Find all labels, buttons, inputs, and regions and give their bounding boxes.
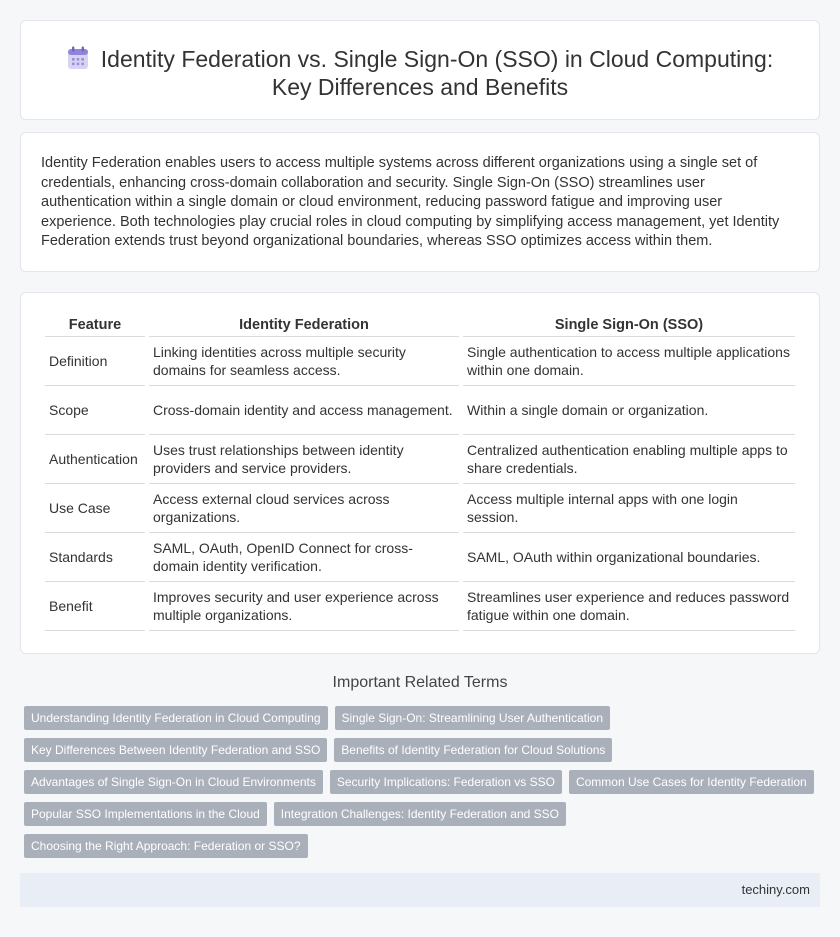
table-row (45, 435, 795, 484)
calendar-icon (67, 46, 89, 70)
comparison-card (20, 292, 820, 654)
intro-card (20, 132, 820, 272)
header-feature: Feature (45, 315, 145, 337)
table-row (45, 484, 795, 533)
related-term-link[interactable]: Advantages of Single Sign-On in Cloud Environments (24, 770, 323, 794)
title-line-1: Identity Federation vs. Single Sign-On (SSO) in Cloud Computing: (100, 46, 774, 72)
federation-cell: Linking identities across multiple security domains for seamless access. (149, 337, 459, 386)
title-line-2: Key Differences and Benefits (271, 74, 569, 100)
table-row (45, 337, 795, 386)
intro-text: Identity Federation enables users to access multiple systems across different organizations using a single set of credentials, enhancing cross-domain collaboration and security. Single Sign-On (SSO) streamlines user authentication within a single domain or cloud environment, reducing password fatigue and improving user experience. Both technologies play crucial roles in cloud computing by simplifying access management, yet Identity Federation extends trust beyond organizational boundaries, whereas SSO optimizes access within them. (41, 155, 780, 249)
table-row (45, 533, 795, 582)
feature-cell: Use Case (45, 484, 145, 533)
sso-cell: Single authentication to access multiple applications within one domain. (463, 337, 795, 386)
table-header-row (45, 315, 795, 337)
related-terms-list (24, 706, 824, 866)
sso-cell: Streamlines user experience and reduces password fatigue within one domain. (463, 582, 795, 631)
related-term-link[interactable]: Choosing the Right Approach: Federation or SSO? (24, 834, 308, 858)
related-term-link[interactable]: Understanding Identity Federation in Cloud Computing (24, 706, 328, 730)
sso-cell: Access multiple internal apps with one login session. (463, 484, 795, 533)
related-term-link[interactable]: Benefits of Identity Federation for Cloud Solutions (334, 738, 612, 762)
header-sso: Single Sign-On (SSO) (463, 315, 795, 337)
feature-cell: Standards (45, 533, 145, 582)
related-terms-title: Important Related Terms (332, 674, 508, 691)
related-term-link[interactable]: Security Implications: Federation vs SSO (330, 770, 562, 794)
feature-cell: Definition (45, 337, 145, 386)
related-term-link[interactable]: Integration Challenges: Identity Federation and SSO (274, 802, 566, 826)
federation-cell: Cross-domain identity and access management. (149, 386, 459, 435)
header-identity-federation: Identity Federation (149, 315, 459, 337)
federation-cell: SAML, OAuth, OpenID Connect for cross-domain identity verification. (149, 533, 459, 582)
related-term-link[interactable]: Single Sign-On: Streamlining User Authentication (335, 706, 610, 730)
federation-cell: Access external cloud services across organizations. (149, 484, 459, 533)
federation-cell: Improves security and user experience across multiple organizations. (149, 582, 459, 631)
header-card (20, 20, 820, 120)
related-term-link[interactable]: Common Use Cases for Identity Federation (569, 770, 814, 794)
feature-cell: Authentication (45, 435, 145, 484)
feature-cell: Scope (45, 386, 145, 435)
feature-cell: Benefit (45, 582, 145, 631)
related-term-link[interactable]: Popular SSO Implementations in the Cloud (24, 802, 267, 826)
site-name[interactable]: techiny.com (741, 882, 810, 897)
table-row (45, 386, 795, 435)
page-title (21, 45, 819, 101)
sso-cell: SAML, OAuth within organizational boundaries. (463, 533, 795, 582)
footer (20, 873, 820, 907)
sso-cell: Centralized authentication enabling multiple apps to share credentials. (463, 435, 795, 484)
related-term-link[interactable]: Key Differences Between Identity Federation and SSO (24, 738, 327, 762)
comparison-table (41, 315, 799, 631)
sso-cell: Within a single domain or organization. (463, 386, 795, 435)
federation-cell: Uses trust relationships between identity providers and service providers. (149, 435, 459, 484)
table-row (45, 582, 795, 631)
